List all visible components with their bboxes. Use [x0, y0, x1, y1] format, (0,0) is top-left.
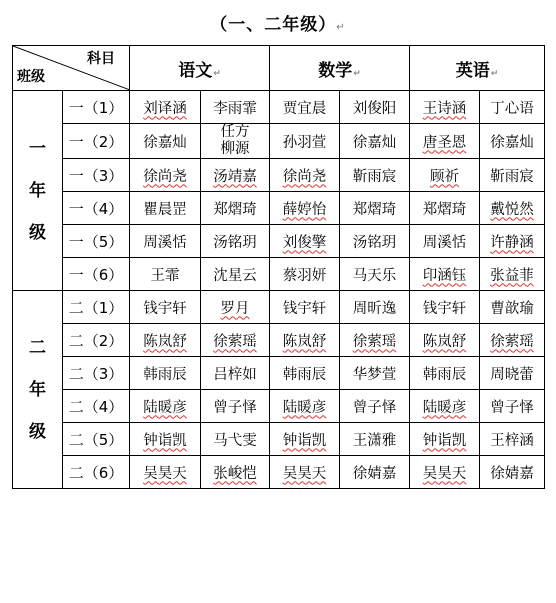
grade-label-char: 年 [29, 379, 46, 400]
student-name-cell [480, 456, 545, 489]
student-name: 钱宇轩 [422, 300, 467, 317]
student-name: 马弋雯 [213, 432, 257, 449]
student-name: 丁心语 [490, 100, 534, 117]
student-name-cell [340, 159, 410, 192]
student-name-cell [270, 324, 340, 357]
student-name-cell [270, 124, 340, 159]
student-name: 郑熠琦 [422, 201, 467, 218]
student-name: 吕梓如 [213, 366, 257, 383]
student-name: 唐圣恩 [422, 134, 467, 151]
student-name-cell [130, 225, 201, 258]
corner-class-label: 班级 [17, 69, 45, 85]
student-name: 陆暖彦 [282, 399, 327, 416]
student-name-cell [340, 91, 410, 124]
student-name-cell [270, 390, 340, 423]
student-name-cell [201, 159, 270, 192]
student-name-cell [130, 91, 201, 124]
corner-header-cell [13, 46, 130, 91]
grade-label-char: 二 [29, 337, 46, 358]
student-name-cell [410, 390, 480, 423]
table-row [13, 225, 545, 258]
student-name-cell [340, 423, 410, 456]
student-name-cell [340, 324, 410, 357]
class-label-cell: 一（6） [63, 258, 130, 291]
student-name-cell [201, 258, 270, 291]
student-name-cell [130, 124, 201, 159]
table-row [13, 390, 545, 423]
class-label-cell: 二（5） [63, 423, 130, 456]
student-name: 王潇雅 [352, 432, 397, 449]
student-name: 沈星云 [213, 267, 257, 284]
class-label-cell: 二（1） [63, 291, 130, 324]
student-name-cell [410, 192, 480, 225]
table-row [13, 357, 545, 390]
student-name: 瞿晨罡 [143, 201, 187, 218]
subject-header-math: 数学↵ [270, 46, 410, 91]
student-name-cell [340, 291, 410, 324]
student-name: 陆暖彦 [422, 399, 467, 416]
student-name: 周昕逸 [352, 300, 397, 317]
class-label-cell: 二（3） [63, 357, 130, 390]
student-name-cell [410, 357, 480, 390]
student-name: 戴悦然 [490, 201, 534, 218]
student-name-cell [480, 258, 545, 291]
grade-label-char: 级 [29, 222, 46, 243]
student-name: 靳雨宸 [352, 168, 397, 185]
class-label-cell: 一（5） [63, 225, 130, 258]
student-name-cell [410, 159, 480, 192]
student-name-cell [130, 423, 201, 456]
student-name-cell [480, 192, 545, 225]
student-name-cell [480, 390, 545, 423]
student-name-cell [201, 423, 270, 456]
student-name-cell [201, 291, 270, 324]
student-name: 曹歆瑜 [490, 300, 534, 317]
student-name: 郑熠琦 [352, 201, 397, 218]
subject-header-chinese: 语文↵ [130, 46, 270, 91]
student-name: 任方柳源 [220, 124, 250, 157]
student-name: 周溪恬 [143, 234, 187, 251]
student-name-cell [410, 258, 480, 291]
student-name-cell [480, 324, 545, 357]
student-name-cell [410, 423, 480, 456]
page-title: （一、二年级）↵ [210, 15, 346, 35]
student-name: 汤靖嘉 [213, 168, 257, 185]
student-name: 钟诣凯 [422, 432, 467, 449]
student-name: 华梦萱 [352, 366, 397, 383]
student-name-cell [410, 124, 480, 159]
student-name: 曾子怿 [352, 399, 397, 416]
student-name: 刘俊擎 [282, 234, 327, 251]
student-name: 陈岚舒 [143, 333, 187, 350]
student-name-cell [480, 124, 545, 159]
student-name-cell [201, 390, 270, 423]
table-row [13, 456, 545, 489]
student-name-cell [201, 192, 270, 225]
student-name-cell [410, 91, 480, 124]
student-name: 许静涵 [490, 234, 534, 251]
student-name-cell [130, 324, 201, 357]
student-name-cell [340, 225, 410, 258]
student-name: 周溪恬 [422, 234, 467, 251]
student-name: 徐萦瑶 [490, 333, 534, 350]
student-name-cell [270, 456, 340, 489]
student-name-cell [130, 291, 201, 324]
student-name-cell [340, 390, 410, 423]
grade-label-cell [13, 291, 63, 489]
student-name-cell [130, 390, 201, 423]
student-name-cell [340, 124, 410, 159]
student-name: 周晓蕾 [490, 366, 534, 383]
student-name-cell [270, 357, 340, 390]
student-name: 吴昊天 [282, 465, 327, 482]
student-name-cell [270, 192, 340, 225]
student-name: 李雨霏 [213, 100, 257, 117]
student-name: 贾宜晨 [282, 100, 327, 117]
grade-label-cell [13, 91, 63, 291]
student-name-cell [270, 291, 340, 324]
grade-subject-table [12, 45, 545, 489]
student-name: 刘译涵 [143, 100, 187, 117]
table-row [13, 91, 545, 124]
student-name: 张峻恺 [213, 465, 257, 482]
student-name-cell [410, 291, 480, 324]
student-name: 吴昊天 [422, 465, 467, 482]
table-row [13, 124, 545, 159]
student-name-cell [480, 225, 545, 258]
student-name: 钟诣凯 [143, 432, 187, 449]
student-name: 徐嘉灿 [352, 134, 397, 151]
student-name-cell [480, 291, 545, 324]
student-name: 韩雨辰 [282, 366, 327, 383]
student-name: 韩雨辰 [422, 366, 467, 383]
student-name-cell [201, 456, 270, 489]
student-name-cell [130, 258, 201, 291]
class-label-cell: 一（3） [63, 159, 130, 192]
student-name: 顾祈 [430, 168, 459, 185]
student-name: 徐萦瑶 [213, 333, 257, 350]
student-name: 徐尚尧 [282, 168, 327, 185]
class-label-cell: 一（4） [63, 192, 130, 225]
student-name-cell [270, 423, 340, 456]
student-name-cell [201, 357, 270, 390]
student-name: 靳雨宸 [490, 168, 534, 185]
table-row [13, 291, 545, 324]
student-name-cell [201, 225, 270, 258]
student-name-cell [410, 324, 480, 357]
student-name: 张益菲 [490, 267, 534, 284]
student-name: 薛婷怡 [282, 201, 327, 218]
student-name: 曾子怿 [213, 399, 257, 416]
student-name: 汤铭玥 [352, 234, 397, 251]
student-name-cell [270, 225, 340, 258]
student-name-cell [480, 159, 545, 192]
student-name: 郑熠琦 [213, 201, 257, 218]
grade-label-char: 一 [29, 138, 46, 159]
student-name: 王诗涵 [422, 100, 467, 117]
student-name-cell [130, 159, 201, 192]
student-name: 陈岚舒 [422, 333, 467, 350]
student-name-cell [130, 357, 201, 390]
student-name-cell [340, 456, 410, 489]
student-name-cell [270, 258, 340, 291]
student-name-cell [410, 225, 480, 258]
table-row [13, 192, 545, 225]
class-label-cell: 二（6） [63, 456, 130, 489]
student-name-cell [340, 258, 410, 291]
table-row [13, 423, 545, 456]
student-name: 韩雨辰 [143, 366, 187, 383]
student-name: 钱宇轩 [143, 300, 187, 317]
student-name: 徐嘉灿 [143, 134, 187, 151]
student-name-cell [480, 423, 545, 456]
student-name: 吴昊天 [143, 465, 187, 482]
student-name-cell [410, 456, 480, 489]
student-name: 徐嘉灿 [490, 134, 534, 151]
grade-label-char: 年 [29, 180, 46, 201]
table-row [13, 258, 545, 291]
student-name-cell [201, 324, 270, 357]
student-name: 徐萦瑶 [352, 333, 397, 350]
student-name: 印涵钰 [422, 267, 467, 284]
student-name: 蔡羽妍 [282, 267, 327, 284]
student-name-cell [270, 159, 340, 192]
student-name: 马天乐 [352, 267, 397, 284]
class-label-cell: 一（2） [63, 124, 130, 159]
header-row [13, 46, 545, 91]
table-row [13, 159, 545, 192]
student-name: 徐婧嘉 [352, 465, 397, 482]
student-name: 徐婧嘉 [490, 465, 534, 482]
student-name: 钱宇轩 [282, 300, 327, 317]
student-name-cell [201, 124, 270, 159]
subject-header-english: 英语↵ [410, 46, 545, 91]
student-name: 孙羽萱 [282, 134, 327, 151]
student-name: 徐尚尧 [143, 168, 187, 185]
student-name-cell [130, 456, 201, 489]
student-name: 汤铭玥 [213, 234, 257, 251]
student-name: 王霏 [150, 267, 180, 284]
table-row [13, 324, 545, 357]
student-name-cell [480, 91, 545, 124]
student-name: 曾子怿 [490, 399, 534, 416]
student-name: 陈岚舒 [282, 333, 327, 350]
student-name-cell [270, 91, 340, 124]
student-name-cell [130, 192, 201, 225]
corner-subject-label: 科目 [87, 51, 115, 67]
class-label-cell: 一（1） [63, 91, 130, 124]
student-name: 陆暖彦 [143, 399, 187, 416]
grade-label-char: 级 [29, 421, 46, 442]
student-name: 罗月 [220, 300, 250, 317]
student-name-cell [340, 192, 410, 225]
student-name-cell [201, 91, 270, 124]
student-name: 钟诣凯 [282, 432, 327, 449]
student-name: 王梓涵 [490, 432, 534, 449]
class-label-cell: 二（4） [63, 390, 130, 423]
class-label-cell: 二（2） [63, 324, 130, 357]
student-name-cell [480, 357, 545, 390]
student-name-cell [340, 357, 410, 390]
student-name: 刘俊阳 [352, 100, 397, 117]
